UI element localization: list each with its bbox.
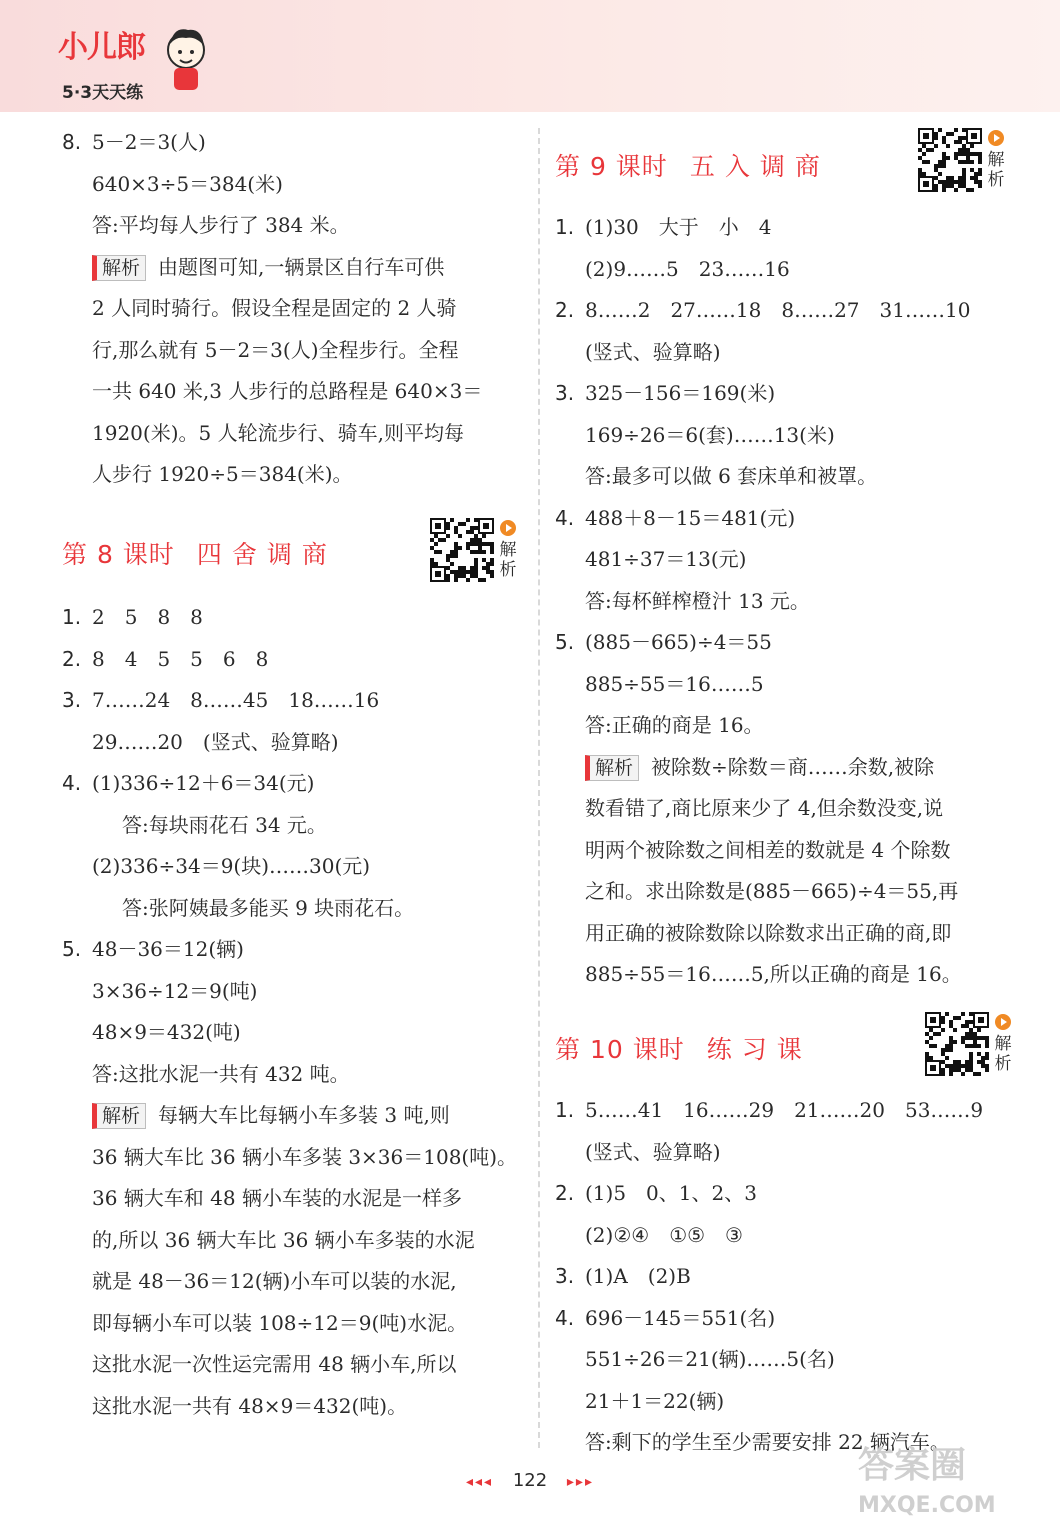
item-text: 答:平均每人步行了 384 米。: [92, 213, 350, 237]
section-heading: [555, 1030, 812, 1066]
analysis-line: [92, 255, 444, 281]
item-number: 8.: [62, 130, 82, 154]
page-number: 122: [512, 1470, 548, 1491]
analysis-text: 就是 48－36＝12(辆)小车可以装的水泥,: [92, 1269, 457, 1293]
brand-logo: [54, 22, 224, 112]
s10-item: [585, 1389, 724, 1413]
item-text: 481÷37＝13(元): [585, 547, 747, 571]
item-number: 4.: [62, 771, 82, 795]
s9-item: [555, 298, 970, 322]
s9-item: [555, 215, 772, 239]
item-number: 5.: [62, 937, 82, 961]
analysis-line: [92, 1228, 475, 1252]
analysis-text: 数看错了,商比原来少了 4,但余数没变,说: [585, 796, 944, 820]
item-text: 696－145＝551(名): [585, 1305, 776, 1330]
prev-arrows: ◂◂◂: [465, 1474, 494, 1490]
s9-item: [585, 464, 877, 488]
s8-item: [92, 1020, 241, 1044]
qr-caption: 解析: [987, 150, 1005, 190]
item-text: 5－2＝3(人): [92, 130, 206, 154]
item-text: 答:这批水泥一共有 432 吨。: [92, 1061, 350, 1086]
s10-item: [585, 1223, 743, 1247]
analysis-tag: 解析: [92, 255, 146, 281]
s10-item: [555, 1181, 757, 1205]
analysis-tag: 解析: [92, 1103, 146, 1129]
qr-code-icon: [918, 128, 982, 192]
item-text: 29……20 (竖式、验算略): [92, 729, 339, 754]
section-subtitle: 五入调商: [689, 152, 830, 181]
watermark-url: MXQE.COM: [858, 1493, 996, 1518]
play-icon: [500, 520, 516, 536]
item-text: (1)A (2)B: [585, 1264, 691, 1288]
item-number: 2.: [62, 646, 82, 671]
analysis-line: [92, 1352, 457, 1376]
s10-item: [555, 1264, 691, 1288]
item-text: (1)5 0、1、2、3: [585, 1181, 757, 1205]
section-subtitle: 练习课: [706, 1035, 812, 1064]
item-text: (2)②④ ①⑤ ③: [585, 1222, 743, 1247]
item-text: (竖式、验算略): [585, 339, 721, 364]
s10-item: [585, 1140, 721, 1164]
s9-item: [585, 672, 764, 696]
analysis-line: [92, 338, 459, 362]
item-text: (885－665)÷4＝55: [585, 630, 772, 654]
item-text: 答:张阿姨最多能买 9 块雨花石。: [122, 895, 415, 920]
s8-item: [92, 730, 339, 754]
item-text: 答:每块雨花石 34 元。: [122, 812, 327, 837]
analysis-line: [92, 379, 482, 403]
item-number: 5.: [555, 630, 575, 654]
s9-item: [585, 589, 810, 613]
q8-line: [92, 172, 283, 196]
s9-item: [585, 547, 746, 571]
analysis-text: 由题图可知,一辆景区自行车可供: [158, 254, 445, 279]
section-title: 第 8 课时: [62, 540, 175, 569]
qr-code-icon: [925, 1012, 989, 1076]
item-number: 3.: [62, 688, 82, 712]
section-title: 第 9 课时: [555, 152, 668, 181]
item-text: 2 5 8 8: [92, 605, 203, 629]
analysis-text: 用正确的被除数除以除数求出正确的商,即: [585, 920, 952, 945]
analysis-line: [585, 921, 951, 945]
item-text: 3×36÷12＝9(吨): [92, 978, 258, 1003]
s8-item: [122, 896, 414, 920]
item-text: 640×3÷5＝384(米): [92, 171, 283, 196]
qr-caption: 解析: [499, 540, 517, 580]
item-text: 885÷55＝16……5: [585, 671, 764, 696]
play-icon: [995, 1014, 1011, 1030]
analysis-line: [92, 421, 464, 445]
s9-item: [585, 713, 764, 737]
analysis-text: 36 辆大车比 36 辆小车多装 3×36＝108(吨)。: [92, 1144, 518, 1169]
analysis-text: 之和。求出除数是(885－665)÷4＝55,再: [585, 879, 959, 903]
analysis-text: 的,所以 36 辆大车比 36 辆小车多装的水泥: [92, 1227, 475, 1252]
analysis-tag: 解析: [585, 755, 639, 781]
item-text: 7……24 8……45 18……16: [92, 688, 380, 712]
s10-item: [555, 1098, 983, 1122]
analysis-line: [92, 1103, 450, 1129]
item-text: 答:正确的商是 16。: [585, 713, 764, 737]
s8-item: [62, 605, 203, 629]
analysis-line: [585, 796, 943, 820]
q8-line: [62, 130, 206, 154]
s9-item: [585, 423, 835, 447]
column-divider: [538, 128, 540, 1448]
item-text: (1)30 大于 小 4: [585, 215, 772, 239]
item-number: 2.: [555, 1181, 575, 1205]
qr-code-icon: [430, 518, 494, 582]
s8-item: [62, 937, 244, 961]
item-number: 1.: [62, 605, 82, 629]
item-text: (2)336÷34＝9(块)……30(元): [92, 854, 371, 878]
watermark: [858, 1446, 996, 1526]
analysis-text: 2 人同时骑行。假设全程是固定的 2 人骑: [92, 296, 457, 320]
watermark-title: 答案圈: [858, 1445, 967, 1486]
s8-item: [62, 771, 315, 795]
item-text: 答:剩下的学生至少需要安排 22 辆汽车。: [585, 1430, 950, 1454]
logo-title: 小儿郎: [58, 30, 145, 65]
item-text: 325－156＝169(米): [585, 381, 776, 405]
analysis-text: 每辆大车比每辆小车多装 3 吨,则: [158, 1103, 450, 1127]
s8-item: [62, 688, 379, 712]
s9-item: [585, 257, 790, 281]
qr-caption: 解析: [994, 1034, 1012, 1074]
item-text: 答:每杯鲜榨橙汁 13 元。: [585, 588, 810, 613]
item-text: 21＋1＝22(辆): [585, 1388, 725, 1413]
item-text: (竖式、验算略): [585, 1139, 721, 1164]
section-heading: [555, 147, 830, 183]
s8-item: [92, 854, 370, 878]
item-text: 169÷26＝6(套)……13(米): [585, 422, 835, 447]
analysis-line: [585, 838, 950, 862]
item-number: 1.: [555, 215, 575, 239]
item-text: 8 4 5 5 6 8: [92, 646, 269, 671]
s8-item: [92, 1062, 350, 1086]
item-text: (2)9……5 23……16: [585, 256, 790, 281]
analysis-line: [585, 879, 958, 903]
analysis-line: [92, 1145, 517, 1169]
s8-item: [92, 979, 257, 1003]
logo-subtitle: 5·3天天练: [62, 83, 144, 103]
s9-item: [555, 381, 775, 405]
play-icon: [988, 130, 1004, 146]
s10-item: [585, 1347, 835, 1371]
s8-item: [122, 813, 327, 837]
next-arrows: ▸▸▸: [566, 1474, 594, 1490]
analysis-line: [92, 1269, 457, 1293]
analysis-text: 行,那么就有 5－2＝3(人)全程步行。全程: [92, 337, 459, 362]
s9-item: [555, 506, 795, 530]
analysis-text: 36 辆大车和 48 辆小车装的水泥是一样多: [92, 1186, 462, 1210]
item-number: 4.: [555, 505, 575, 530]
analysis-text: 这批水泥一次性运完需用 48 辆小车,所以: [92, 1352, 457, 1376]
item-text: 48－36＝12(辆): [92, 937, 244, 961]
analysis-line: [92, 296, 457, 320]
section-heading: [62, 535, 337, 571]
analysis-text: 1920(米)。5 人轮流步行、骑车,则平均每: [92, 420, 464, 445]
s9-item: [585, 340, 721, 364]
item-number: 4.: [555, 1305, 575, 1330]
analysis-text: 885÷55＝16……5,所以正确的商是 16。: [585, 962, 962, 986]
item-text: 5……41 16……29 21……20 53……9: [585, 1098, 984, 1122]
analysis-text: 人步行 1920÷5＝384(米)。: [92, 462, 353, 486]
analysis-line: [585, 962, 962, 986]
analysis-text: 即每辆小车可以装 108÷12＝9(吨)水泥。: [92, 1310, 468, 1335]
s10-item: [555, 1306, 775, 1330]
item-text: 488＋8－15＝481(元): [585, 505, 796, 530]
section-title: 第 10 课时: [555, 1035, 685, 1064]
analysis-text: 这批水泥一共有 48×9＝432(吨)。: [92, 1393, 408, 1418]
analysis-line: [92, 462, 353, 486]
item-text: 8……2 27……18 8……27 31……10: [585, 298, 971, 322]
s8-item: [62, 647, 268, 671]
section-subtitle: 四舍调商: [196, 540, 337, 569]
item-text: (1)336÷12＋6＝34(元): [92, 771, 315, 795]
item-text: 551÷26＝21(辆)……5(名): [585, 1347, 835, 1371]
analysis-line: [585, 755, 934, 781]
analysis-line: [92, 1394, 407, 1418]
item-text: 答:最多可以做 6 套床单和被罩。: [585, 464, 878, 488]
item-number: 3.: [555, 381, 575, 405]
analysis-line: [92, 1186, 462, 1210]
analysis-text: 明两个被除数之间相差的数就是 4 个除数: [585, 837, 951, 862]
item-number: 2.: [555, 298, 575, 322]
item-text: 48×9＝432(吨): [92, 1020, 241, 1044]
q8-line: [92, 213, 350, 237]
analysis-text: 一共 640 米,3 人步行的总路程是 640×3＝: [92, 379, 483, 403]
analysis-line: [92, 1311, 467, 1335]
mascot-icon: [162, 24, 210, 94]
item-number: 1.: [555, 1098, 575, 1122]
analysis-text: 被除数÷除数＝商……余数,被除: [651, 754, 935, 779]
s9-item: [555, 630, 772, 654]
item-number: 3.: [555, 1264, 575, 1288]
